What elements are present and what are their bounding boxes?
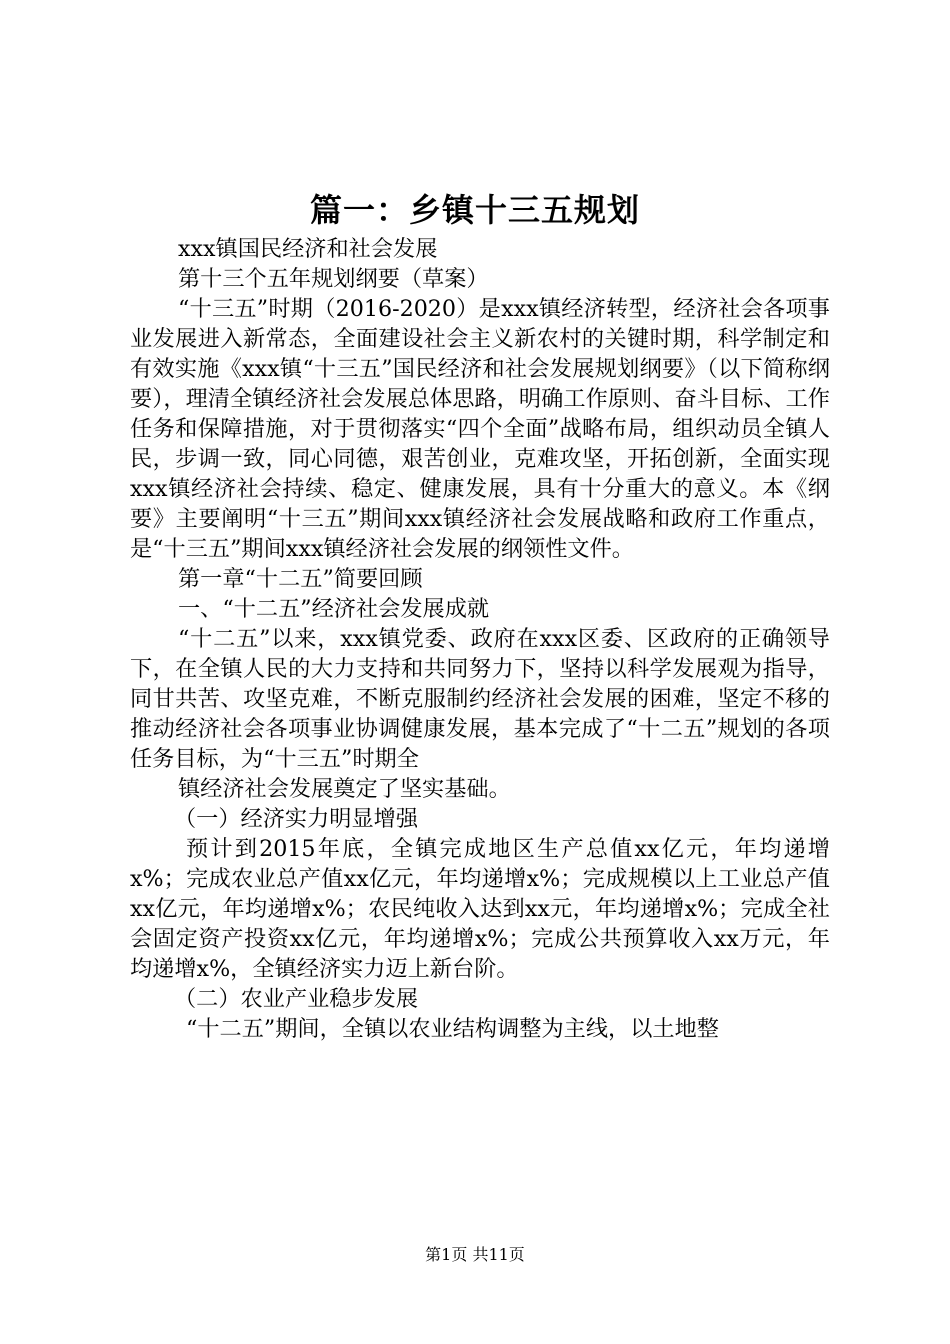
chapter-heading: 第一章“十二五”简要回顾 [178,566,423,592]
paragraph-achievements: “十二五”以来，xxx镇党委、政府在xxx区委、区政府的正确领导下，在全镇人民的大力支持和共同努力下，坚持以科学发展观为指导，同甘共苦、攻坚克难，不断克服制约经济社会发展的困难，坚定不移的推动经济社会各项事业协调健康发展，基本完成了“十二五”规划的各项任务目标，为“十三五”时期全 [130,626,830,772]
paragraph-achievements-continued: 镇经济社会发展奠定了坚实基础。 [178,776,511,802]
section-heading: 一、“十二五”经济社会发展成就 [178,596,490,622]
document-body [130,234,830,1044]
subsection-heading-economy: （一）经济实力明显增强 [174,806,419,832]
paragraph-subtitle-1: xxx镇国民经济和社会发展 [178,236,438,262]
document-title: 篇一：乡镇十三五规划 [309,191,640,229]
paragraph-economy: 预计到2015年底，全镇完成地区生产总值xx亿元，年均递增x%；完成农业总产值xx亿元，年均递增x%；完成规模以上工业总产值xx亿元，年均递增x%；农民纯收入达到xx元，年均递增x%；完成全社会固定资产投资xx亿元，年均递增x%；完成公共预算收入xx万元，年均递增x%，全镇经济实力迈上新台阶。 [130,836,830,982]
page-footer: 第1页 共11页 [425,1245,525,1264]
paragraph-subtitle-2: 第十三个五年规划纲要（草案） [178,266,489,292]
paragraph-intro: “十三五”时期（2016-2020）是xxx镇经济转型，经济社会各项事业发展进入新常态，全面建设社会主义新农村的关键时期，科学制定和有效实施《xxx镇“十三五”国民经济和社会发展规划纲要》（以下简称纲要），理清全镇经济社会发展总体思路，明确工作原则、奋斗目标、工作任务和保障措施，对于贯彻落实“四个全面”战略布局，组织动员全镇人民，步调一致，同心同德，艰苦创业，克难攻坚，开拓创新，全面实现xxx镇经济社会持续、稳定、健康发展，具有十分重大的意义。本《纲要》主要阐明“十三五”期间xxx镇经济社会发展战略和政府工作重点，是“十三五”期间xxx镇经济社会发展的纲领性文件。 [130,296,830,562]
paragraph-agriculture: “十二五”期间，全镇以农业结构调整为主线，以土地整 [186,1016,719,1042]
subsection-heading-agriculture: （二）农业产业稳步发展 [174,986,419,1012]
